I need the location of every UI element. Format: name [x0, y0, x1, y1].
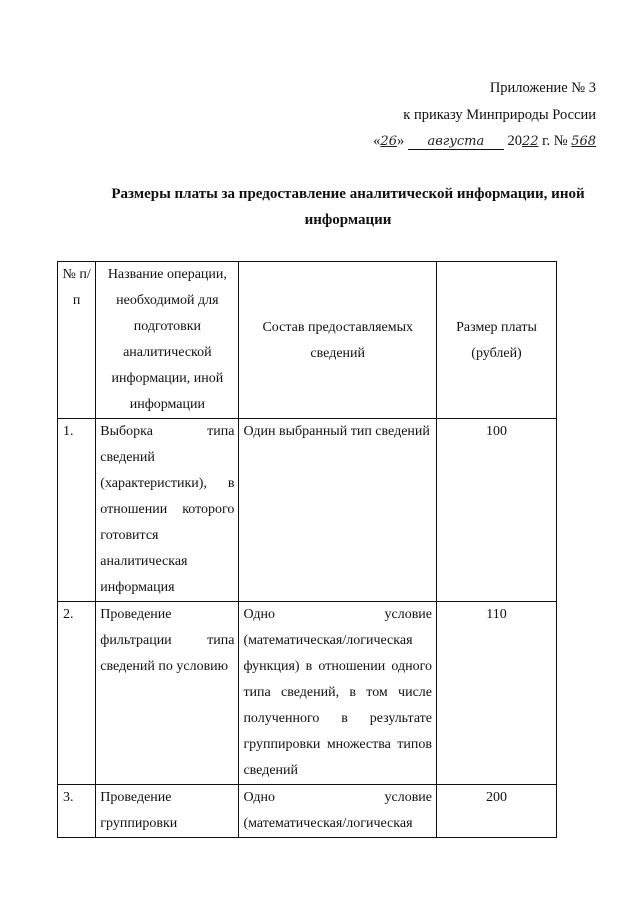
header-composition: Состав предоставляемых сведений — [239, 262, 437, 419]
header-operation: Название операции, необходимой для подготовки аналитической информации, иной информации — [96, 262, 239, 419]
row-composition: Один выбранный тип сведений — [239, 419, 437, 602]
quote-close: » — [396, 133, 405, 149]
row-operation: Проведение группировки — [96, 785, 239, 838]
table-row — [58, 602, 557, 785]
row-fee: 100 — [437, 419, 557, 602]
header-fee: Размер платы (рублей) — [437, 262, 557, 419]
year-prefix: 20 — [507, 133, 522, 149]
fees-table — [57, 261, 557, 838]
order-month: августа — [408, 135, 504, 150]
row-fee: 200 — [437, 785, 557, 838]
row-number: 3. — [58, 785, 96, 838]
quote-open: « — [373, 133, 381, 149]
order-number: 568 — [571, 134, 596, 149]
row-composition: Одно условие (математическая/логическая функция) в отношении одного типа сведений, в том числе полученного в результате группировки множества типов сведений — [239, 602, 437, 785]
year-tail: г. № — [538, 133, 568, 149]
row-operation: Выборка типа сведений (характеристики), в отношении которого готовится аналитическая информация — [96, 419, 239, 602]
row-operation: Проведение фильтрации типа сведений по условию — [96, 602, 239, 785]
row-fee: 110 — [437, 602, 557, 785]
order-date-number — [373, 133, 596, 150]
row-number: 1. — [58, 419, 96, 602]
order-day: 26 — [380, 134, 397, 149]
table-header-row — [58, 262, 557, 419]
table-row — [58, 419, 557, 602]
appendix-label: Приложение № 3 — [489, 80, 596, 96]
row-composition: Одно условие (математическая/логическая — [239, 785, 437, 838]
year-suffix: 22 — [521, 134, 539, 149]
table-row — [58, 785, 557, 838]
header-number: № п/п — [58, 262, 96, 419]
page-title: Размеры платы за предоставление аналитической информации, иной информации — [111, 186, 585, 228]
row-number: 2. — [58, 602, 96, 785]
order-reference: к приказу Минприроды России — [403, 107, 596, 123]
